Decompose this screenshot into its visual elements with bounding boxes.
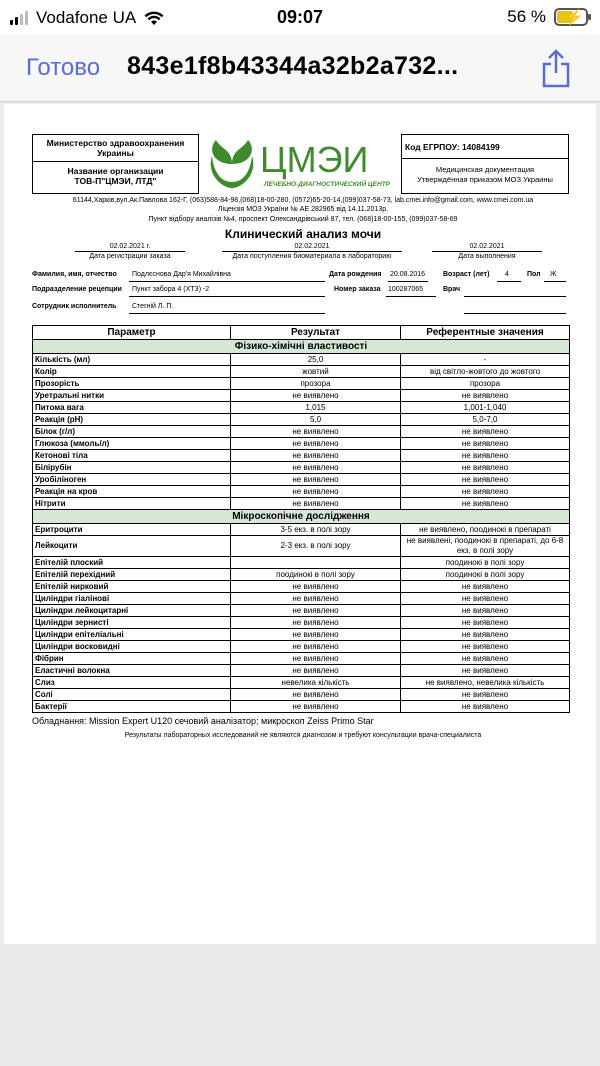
reference-cell: не виявлено [401,641,570,653]
order-number: 100287065 [388,286,424,294]
result-cell: не виявлено [231,426,401,438]
result-cell [231,557,401,569]
table-row [33,366,570,378]
param-cell: Кетонові тіла [33,450,231,462]
lab-license: Ліцензія МОЗ України № АЕ 282965 від 14.11.2013р. [217,206,389,214]
patient-name: Подлєснова Дар'я Михайлівна [132,271,231,279]
result-cell: 5,0 [231,414,401,426]
param-cell: Лейкоцити [33,536,231,557]
result-cell: прозора [231,378,401,390]
result-cell: не виявлено [231,462,401,474]
param-cell: Епітелій нирковий [33,581,231,593]
staff-name: Стегній Л. П. [132,303,174,311]
document-page[interactable] [4,104,596,944]
result-cell: не виявлено [231,641,401,653]
reference-cell: не виявлено [401,665,570,677]
reference-cell: не виявлено [401,390,570,402]
carrier-name: Vodafone UA [36,8,137,27]
result-cell: не виявлено [231,617,401,629]
result-cell: 25,0 [231,354,401,366]
table-row [33,378,570,390]
param-cell: Еритроцити [33,524,231,536]
table-row [33,689,570,701]
svg-text:ЦМЭИ: ЦМЭИ [260,139,369,180]
reference-cell: не виявлено [401,426,570,438]
table-row [33,426,570,438]
table-row [33,486,570,498]
result-cell: не виявлено [231,689,401,701]
table-row [33,414,570,426]
param-cell: Прозорість [33,378,231,390]
order-label: Номер заказа [334,286,381,294]
reference-cell: від світло-жовтого до жовтого [401,366,570,378]
table-row [33,354,570,366]
param-cell: Колір [33,366,231,378]
param-cell: Уробіліноген [33,474,231,486]
reference-cell: поодинокі в полі зору [401,557,570,569]
registry-code: Код ЕГРПОУ: 14084199 [402,135,568,159]
reference-cell: поодинокі в полі зору [401,569,570,581]
table-row [33,569,570,581]
param-cell: Циліндри епітеліальні [33,629,231,641]
reference-cell: прозора [401,378,570,390]
reference-cell: не виявлено [401,498,570,510]
param-cell: Реакція (pH) [33,414,231,426]
table-row [33,450,570,462]
table-row [33,524,570,536]
table-row [33,653,570,665]
param-cell: Білок (г/л) [33,426,231,438]
reference-cell: 1,001-1,040 [401,402,570,414]
param-cell: Циліндри зернисті [33,617,231,629]
reference-cell: не виявлено [401,486,570,498]
table-row [33,498,570,510]
result-cell: не виявлено [231,701,401,713]
table-row [33,474,570,486]
result-cell: 2-3 екз. в полі зору [231,536,401,557]
reference-cell: не виявлено [401,450,570,462]
param-cell: Бактерії [33,701,231,713]
param-cell: Циліндри лейкоцитарні [33,605,231,617]
receipt-date: 02.02.2021 Дата поступления биоматериала в лабораторию [222,243,402,260]
ministry-box [32,134,199,194]
reference-cell: не виявлено [401,462,570,474]
param-cell: Циліндри восковидні [33,641,231,653]
patient-dob: 20.08.2016 [390,271,426,279]
table-row [33,581,570,593]
lab-report [32,134,574,739]
results-table [32,325,570,713]
table-row [33,536,570,557]
param-cell: Білірубін [33,462,231,474]
name-label: Фамилия, имя, отчество [32,271,117,279]
svg-text:ЛЕЧЕБНО-ДИАГНОСТИЧЕСКИЙ ЦЕНТР: ЛЕЧЕБНО-ДИАГНОСТИЧЕСКИЙ ЦЕНТР [264,181,391,188]
lab-address: 61144,Харків,вул.Ак.Павлова 162-Г, (063)588-84-98,(068)18-00-280, (0572)65-20-14,(099)037-58-73, lab.cmei.info@gmail.com, www.cmei.com.ua [72,197,534,204]
patient-dept: Пункт забора 4 (ХТЗ) -2 [132,286,210,294]
reference-cell: не виявлено, поодинокі в препараті [401,524,570,536]
share-icon[interactable] [540,48,572,88]
charging-bolt-icon: ⚡ [565,9,584,26]
param-cell: Фібрин [33,653,231,665]
result-cell: не виявлено [231,474,401,486]
nav-bar [0,34,600,102]
doctor-label: Врач [443,286,461,294]
completion-date: 02.02.2021 Дата выполнения [432,243,542,260]
org-block [33,162,198,186]
reference-cell: не виявлено [401,617,570,629]
reference-cell: не виявлено [401,629,570,641]
param-cell: Епітелій перехідний [33,569,231,581]
collection-point: Пункт відбору аналізів №4, проспект Олександрівський 87, тел. (068)18-00-155, (099)037-58-69 [148,215,458,223]
patient-sex: Ж [550,271,557,279]
param-cell: Нітрити [33,498,231,510]
cmei-logo [202,134,398,194]
result-cell: невелика кількість [231,677,401,689]
result-cell: не виявлено [231,629,401,641]
result-cell: не виявлено [231,605,401,617]
result-cell: не виявлено [231,498,401,510]
table-row [33,438,570,450]
date-row [32,243,574,269]
result-cell: не виявлено [231,653,401,665]
table-row [33,593,570,605]
param-cell: Питома вага [33,402,231,414]
patient-info [32,269,574,325]
dob-label: Дата рождения [329,271,382,279]
reference-cell: не виявлено [401,653,570,665]
org-label: Название организации [67,166,164,176]
table-row [33,390,570,402]
reference-cell: не виявлено [401,701,570,713]
reference-cell: - [401,354,570,366]
table-row [33,677,570,689]
equipment-note: Обладнання: Mission Expert U120 сечовий аналізатор; микроскоп Zeiss Primo Star [32,716,374,727]
result-cell: 1,015 [231,402,401,414]
reference-cell: не виявлено [401,605,570,617]
header-reference: Референтные значения [401,326,570,340]
registry-code-box [401,134,569,194]
table-row [33,641,570,653]
section-microscopy: Мікроскопічне дослідження [33,510,570,524]
param-cell: Епітелій плоский [33,557,231,569]
document-type: Медицинская документация Утверждённая приказом МОЗ Украины [417,165,553,184]
result-cell: не виявлено [231,438,401,450]
header-result: Результат [231,326,401,340]
header-parameter: Параметр [33,326,231,340]
battery-icon [554,8,588,26]
table-row [33,701,570,713]
reference-cell: не виявлено [401,593,570,605]
result-cell: не виявлено [231,390,401,402]
result-cell: не виявлено [231,593,401,605]
param-cell: Уретральні нитки [33,390,231,402]
patient-age: 4 [505,271,509,279]
registration-date: 02.02.2021 г. Дата регистрации заказа [75,243,185,260]
staff-label: Сотрудник исполнитель [32,303,117,311]
document-title: 843e1f8b43344a32b2a732... [127,52,459,80]
param-cell: Циліндри гіалінові [33,593,231,605]
table-row [33,402,570,414]
reference-cell: не виявлені, поодинокі в препараті, до 6-8 екз. в полі зору [401,536,570,557]
param-cell: Солі [33,689,231,701]
result-cell: поодинокі в полі зору [231,569,401,581]
table-row [33,557,570,569]
param-cell: Кількість (мл) [33,354,231,366]
age-label: Возраст (лет) [443,271,490,279]
dept-label: Подразделение рецепции [32,286,122,294]
results-body [33,340,570,713]
sex-label: Пол [527,271,541,279]
result-cell: не виявлено [231,486,401,498]
reference-cell: не виявлено [401,438,570,450]
disclaimer: Результаты лабораторных исследований не являются диагнозом и требуют консультации врача-специалиста [124,732,482,740]
section-physico-chemical: Фізико-хімічні властивості [33,340,570,354]
table-row [33,605,570,617]
param-cell: Глюкоза (ммоль/л) [33,438,231,450]
result-cell: не виявлено [231,450,401,462]
reference-cell: не виявлено [401,689,570,701]
result-cell: 3-5 екз. в полі зору [231,524,401,536]
table-row [33,665,570,677]
param-cell: Реакція на кров [33,486,231,498]
result-cell: не виявлено [231,665,401,677]
result-cell: не виявлено [231,581,401,593]
result-cell: жовтий [231,366,401,378]
done-button[interactable]: Готово [26,54,101,81]
reference-cell: не виявлено, невелика кількість [401,677,570,689]
table-row [33,462,570,474]
battery-percent: 56 % [507,7,546,26]
report-title: Клинический анализ мочи [224,227,382,242]
clock: 09:07 [276,7,324,27]
table-row [33,629,570,641]
report-header [32,134,574,194]
param-cell: Еластичні волокна [33,665,231,677]
battery-area [507,7,588,27]
reference-cell: не виявлено [401,474,570,486]
table-header [33,326,570,340]
status-bar [0,0,600,34]
ministry-name: Министерство здравоохранения Украины [33,135,198,162]
table-row [33,617,570,629]
reference-cell: не виявлено [401,581,570,593]
param-cell: Слиз [33,677,231,689]
reference-cell: 5,0-7,0 [401,414,570,426]
org-name: ТОВ-П"ЦМЭИ, ЛТД" [74,176,157,187]
